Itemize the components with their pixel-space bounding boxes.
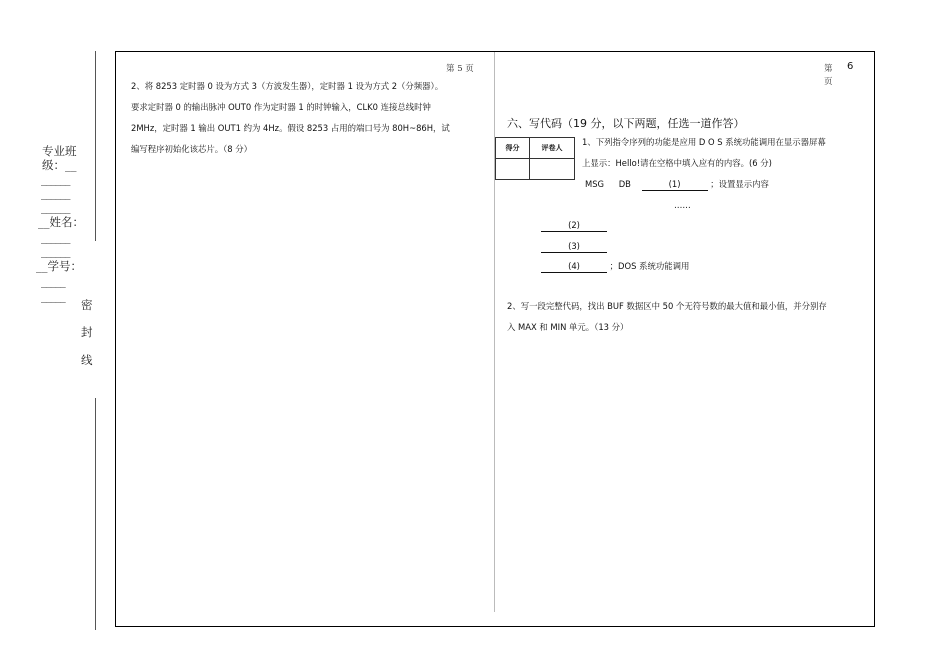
- answer-blank-1[interactable]: (1): [642, 178, 708, 191]
- q1-line: 上显示：Hello!请在空格中填入应有的内容。(6 分): [582, 158, 772, 168]
- score-header: 得分: [496, 138, 530, 159]
- code-label-msg: MSG: [585, 179, 605, 189]
- code-line-3: [541, 236, 607, 257]
- score-cell[interactable]: [496, 159, 530, 180]
- seal-char-feng: 封: [81, 325, 93, 339]
- code-line-2: [541, 215, 607, 236]
- q1-line: 1、下列指令序列的功能是应用 D O S 系统功能调用在显示器屏幕: [582, 137, 826, 147]
- binding-line-bottom: [95, 398, 96, 630]
- code-line-msg: [585, 174, 769, 195]
- page-number-left: 第 5 页: [446, 64, 474, 74]
- code-comment: ；DOS 系统功能调用: [609, 261, 690, 271]
- class-label: 级：__: [42, 158, 77, 172]
- score-table: [495, 137, 575, 180]
- question-line: 2、将 8253 定时器 0 设为方式 3（方波发生器），定时器 1 设为方式 2（分频器）。: [131, 81, 444, 91]
- grader-cell[interactable]: [530, 159, 575, 180]
- blank-line: _____: [41, 289, 65, 303]
- major-label: 专业班: [42, 144, 77, 158]
- page-number-right: 6: [847, 61, 854, 72]
- section-title: 六、写代码（19 分，以下两题，任选一道作答）: [507, 117, 745, 130]
- blank-line: _____: [41, 274, 65, 288]
- blank-line: ______: [41, 172, 70, 186]
- code-line-4: [541, 256, 689, 277]
- answer-blank-4[interactable]: (4): [541, 260, 607, 273]
- code-comment: ；设置显示内容: [710, 179, 769, 189]
- question-line: 编写程序初始化该芯片。（8 分）: [131, 144, 253, 154]
- seal-char-mi: 密: [81, 298, 93, 312]
- blank-line: ______: [41, 200, 70, 214]
- name-label: __姓名：: [38, 215, 84, 229]
- answer-blank-2[interactable]: (2): [541, 219, 607, 232]
- blank-line: ______: [41, 244, 70, 258]
- grader-header: 评卷人: [530, 138, 575, 159]
- q2-line: 2、写一段完整代码，找出 BUF 数据区中 50 个无符号数的最大值和最小值，并分别存: [507, 301, 827, 311]
- answer-blank-3[interactable]: (3): [541, 240, 607, 253]
- page-divider: [494, 52, 495, 612]
- q2-line: 入 MAX 和 MIN 单元。（13 分）: [507, 322, 629, 332]
- question-line: 要求定时器 0 的输出脉冲 OUT0 作为定时器 1 的时钟输入，CLK0 连接总线时钟: [131, 102, 431, 112]
- question-2-left: [131, 76, 450, 160]
- page-label-char: 页: [824, 77, 833, 87]
- blank-line: ______: [41, 186, 70, 200]
- code-db: DB: [618, 179, 631, 189]
- binding-line-top: [95, 51, 96, 241]
- seal-char-xian: 线: [81, 353, 93, 367]
- blank-line: ______: [41, 230, 70, 244]
- id-label: __学号：: [36, 259, 82, 273]
- code-ellipsis: ……: [674, 200, 691, 210]
- question-line: 2MHz，定时器 1 输出 OUT1 约为 4Hz。假设 8253 占用的端口号为 80H~86H，试: [131, 123, 450, 133]
- page-label-char: 第: [824, 64, 833, 74]
